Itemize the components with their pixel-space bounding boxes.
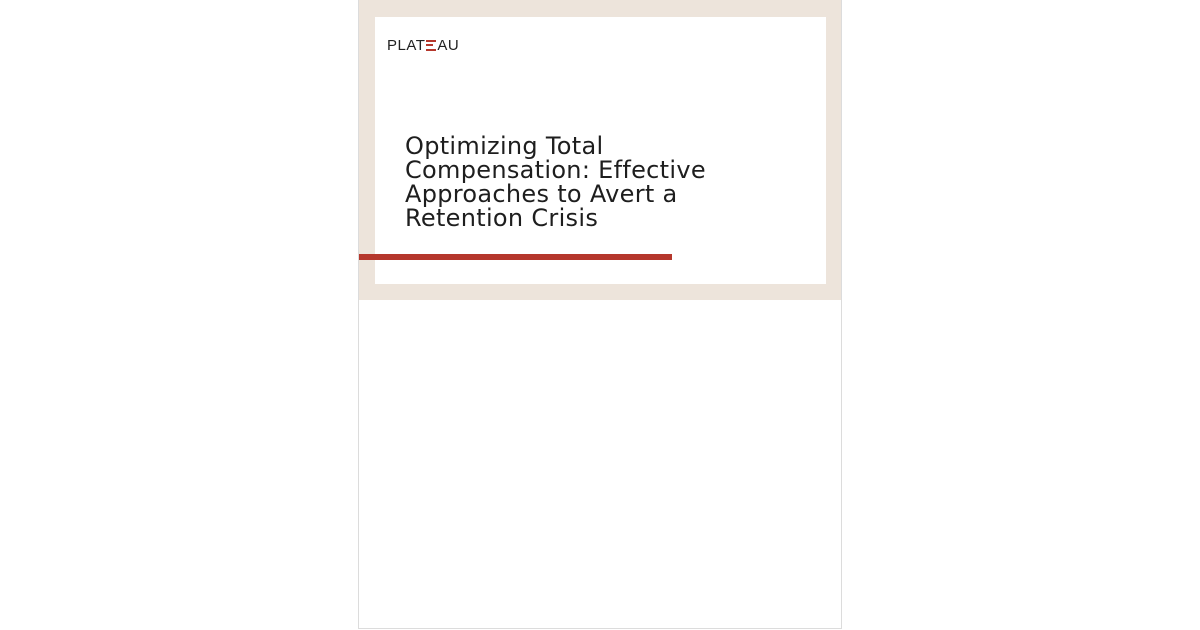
title-line-2: Compensation: Effective xyxy=(405,156,706,184)
document-page xyxy=(358,0,842,629)
logo-text-suffix: AU xyxy=(437,36,460,54)
document-title xyxy=(405,134,705,230)
title-line-4: Retention Crisis xyxy=(405,204,599,232)
logo-e-glyph-icon xyxy=(426,40,436,51)
title-line-1: Optimizing Total xyxy=(405,132,604,160)
title-line-3: Approaches to Avert a xyxy=(405,180,678,208)
cover-panel xyxy=(375,17,826,284)
logo-text-prefix: PLAT xyxy=(387,36,426,54)
accent-bar xyxy=(359,254,672,260)
brand-logo xyxy=(387,36,459,54)
